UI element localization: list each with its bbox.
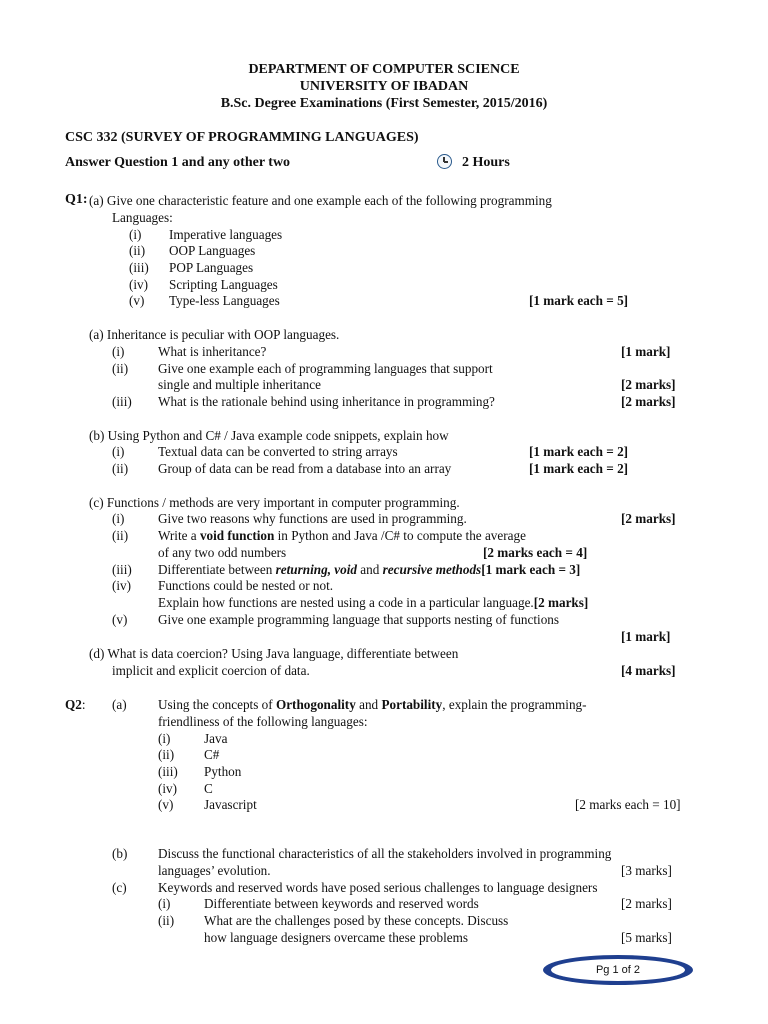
department-title: DEPARTMENT OF COMPUTER SCIENCE	[248, 62, 520, 77]
list-item-cont	[158, 595, 588, 611]
list-item-number: (iv)	[129, 277, 149, 292]
page-number: Pg 1 of 2	[551, 959, 685, 981]
text-run: Write a	[158, 528, 200, 543]
marks-label: [2 marks]	[621, 511, 676, 526]
list-item: Give one example programming language that supports nesting of functions	[158, 612, 560, 627]
marks-label: [2 marks]	[621, 377, 676, 392]
marks-label: [2 marks]	[621, 896, 672, 911]
university-title: UNIVERSITY OF IBADAN	[299, 79, 469, 94]
text-run-bold-italic: returning, void	[275, 562, 357, 577]
q2-a-question	[158, 697, 587, 713]
instruction: Answer Question 1 and any other two	[65, 155, 291, 170]
list-item: Functions could be nested or not.	[158, 578, 334, 593]
q1-a2-question: (a) Inheritance is peculiar with OOP languages.	[89, 327, 340, 342]
list-item: Give one example each of programming languages that support	[158, 361, 493, 376]
q1-c-question: (c) Functions / methods are very important in computer programming.	[89, 495, 460, 510]
list-item: C	[204, 781, 213, 796]
list-item-number: (iii)	[112, 394, 132, 409]
q2-c-question: Keywords and reserved words have posed serious challenges to language designers	[158, 880, 598, 895]
q2-b-question-cont: languages’ evolution.	[158, 863, 271, 878]
q1-d-question: (d) What is data coercion? Using Java language, differentiate between	[89, 646, 459, 661]
list-item-number: (i)	[112, 444, 125, 459]
list-item-number: (ii)	[158, 747, 175, 762]
list-item: Scripting Languages	[169, 277, 278, 292]
marks-label: [1 mark]	[621, 629, 671, 644]
q1-a1-question: (a) Give one characteristic feature and one example each of the following programming	[89, 193, 552, 208]
list-item-number: (i)	[158, 731, 171, 746]
list-item-cont: single and multiple inheritance	[158, 377, 321, 392]
text-run: Explain how functions are nested using a code in a particular language.	[158, 595, 534, 610]
list-item-number: (iii)	[112, 562, 132, 577]
list-item-number: (ii)	[112, 528, 129, 543]
list-item: Differentiate between keywords and reserved words	[204, 896, 479, 911]
list-item: What is the rationale behind using inheritance in programming?	[158, 394, 495, 409]
text-run: in Python and Java /C# to compute the average	[274, 528, 526, 543]
list-item: Textual data can be converted to string arrays	[158, 444, 398, 459]
list-item: C#	[204, 747, 220, 762]
list-item: Group of data can be read from a database into an array	[158, 461, 452, 476]
exam-title: B.Sc. Degree Examinations (First Semester, 2015/2016)	[220, 96, 548, 111]
list-item-number: (v)	[129, 293, 145, 308]
q2-number	[65, 697, 86, 713]
list-item	[158, 562, 580, 578]
list-item-number: (i)	[112, 511, 125, 526]
q2-label: Q2	[65, 697, 82, 712]
q1-number: Q1:	[65, 192, 88, 207]
list-item: Java	[204, 731, 228, 746]
duration: 2 Hours	[462, 155, 510, 170]
list-item-number: (iii)	[158, 764, 178, 779]
marks-label: [1 mark each = 3]	[481, 562, 581, 577]
marks-label: [5 marks]	[621, 930, 672, 945]
list-item-number: (ii)	[158, 913, 175, 928]
marks-label: [1 mark each = 2]	[529, 444, 629, 459]
text-run-bold-italic: recursive methods	[382, 562, 482, 577]
list-item-number: (i)	[129, 227, 142, 242]
marks-label: [2 marks each = 4]	[483, 545, 588, 560]
q2-c-label: (c)	[112, 880, 127, 895]
q1-b-question: (b) Using Python and C# / Java example code snippets, explain how	[89, 428, 449, 443]
marks-label: [4 marks]	[621, 663, 676, 678]
text-run: and	[357, 562, 383, 577]
list-item	[158, 528, 526, 544]
q1-a1-question-cont: Languages:	[112, 210, 173, 225]
list-item-cont: of any two odd numbers	[158, 545, 287, 560]
list-item: Imperative languages	[169, 227, 283, 242]
list-item: What are the challenges posed by these concepts. Discuss	[204, 913, 509, 928]
q2-colon: :	[81, 697, 86, 712]
list-item-number: (iv)	[158, 781, 178, 796]
list-item: Type-less Languages	[169, 293, 280, 308]
text-run: and	[355, 697, 382, 712]
list-item-number: (ii)	[129, 243, 146, 258]
list-item-number: (ii)	[112, 461, 129, 476]
course-title: CSC 332 (SURVEY OF PROGRAMMING LANGUAGES)	[65, 130, 419, 145]
list-item-number: (iii)	[129, 260, 149, 275]
text-run-bold: void function	[199, 528, 275, 543]
list-item-number: (ii)	[112, 361, 129, 376]
q2-a-question-cont: friendliness of the following languages:	[158, 714, 368, 729]
q1-d-question-cont: implicit and explicit coercion of data.	[112, 663, 310, 678]
page-indicator	[543, 955, 693, 985]
list-item: Javascript	[204, 797, 257, 812]
marks-label: [2 marks each = 10]	[575, 797, 681, 812]
marks-label: [1 mark each = 2]	[529, 461, 629, 476]
list-item-number: (v)	[112, 612, 128, 627]
marks-label: [3 marks]	[621, 863, 672, 878]
text-run-bold: Portability	[381, 697, 443, 712]
list-item: OOP Languages	[169, 243, 256, 258]
clock-icon	[437, 154, 452, 169]
marks-label: [1 mark each = 5]	[529, 293, 629, 308]
list-item-number: (i)	[158, 896, 171, 911]
text-run: Differentiate between	[158, 562, 276, 577]
text-run: , explain the programming-	[442, 697, 587, 712]
list-item-number: (i)	[112, 344, 125, 359]
list-item-number: (v)	[158, 797, 174, 812]
q2-b-question: Discuss the functional characteristics of all the stakeholders involved in programming	[158, 846, 612, 861]
q2-b-label: (b)	[112, 846, 128, 861]
marks-label: [2 marks]	[621, 394, 676, 409]
list-item: Give two reasons why functions are used in programming.	[158, 511, 467, 526]
list-item-cont: how language designers overcame these problems	[204, 930, 469, 945]
text-run-bold: Orthogonality	[275, 697, 356, 712]
marks-label: [1 mark]	[621, 344, 671, 359]
marks-label: [2 marks]	[533, 595, 589, 610]
list-item-number: (iv)	[112, 578, 132, 593]
text-run: Using the concepts of	[158, 697, 276, 712]
list-item: What is inheritance?	[158, 344, 267, 359]
list-item: POP Languages	[169, 260, 254, 275]
q2-a-label: (a)	[112, 697, 127, 712]
list-item: Python	[204, 764, 242, 779]
